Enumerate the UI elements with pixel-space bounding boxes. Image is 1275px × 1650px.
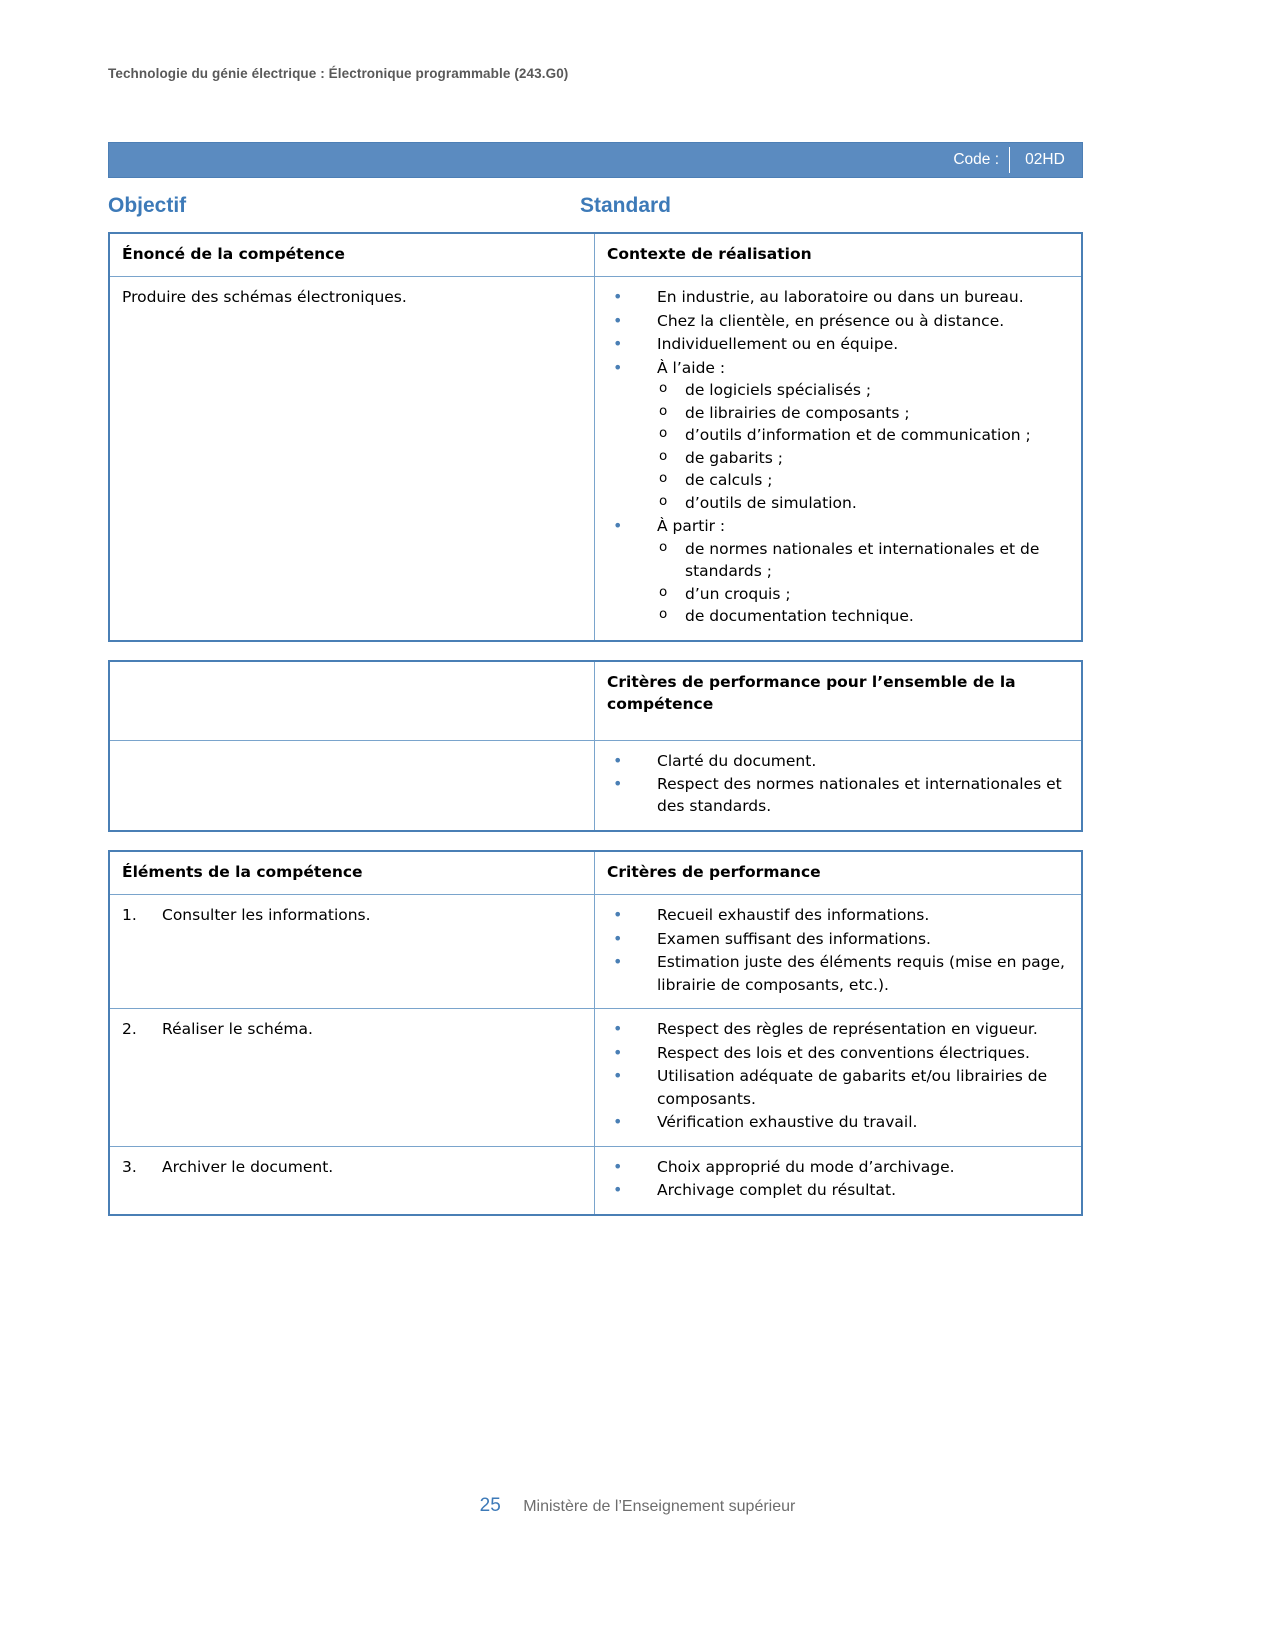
list-item xyxy=(607,1018,1069,1040)
title-objectif: Objectif xyxy=(108,194,187,217)
header-elements: Éléments de la compétence xyxy=(122,862,363,881)
sublist-item-label: de gabarits ; xyxy=(685,448,783,467)
criteria-list xyxy=(607,1156,1069,1202)
element-number: 3. xyxy=(122,1157,137,1176)
cell-header-contexte xyxy=(595,233,1083,277)
element-label: Réaliser le schéma. xyxy=(162,1020,313,1039)
element-number: 1. xyxy=(122,906,137,925)
sublist-item-label: de documentation technique. xyxy=(685,607,914,626)
table-row xyxy=(109,895,1082,1009)
header-criteres: Critères de performance xyxy=(607,862,821,881)
list-item xyxy=(607,515,1069,627)
header-contexte: Contexte de réalisation xyxy=(607,245,812,263)
footer-text: Ministère de l’Enseignement supérieur xyxy=(523,1498,796,1515)
footer-inner xyxy=(480,1495,796,1517)
sublist-item xyxy=(657,469,1069,491)
list-item-label: Respect des lois et des conventions électriques. xyxy=(657,1043,1030,1062)
sublist-item-label: d’un croquis ; xyxy=(685,584,791,603)
list-item-label: Chez la clientèle, en présence ou à distance. xyxy=(657,311,1005,330)
list-item-label: Estimation juste des éléments requis (mise en page, librairie de composants, etc.). xyxy=(657,953,1065,994)
document-footer xyxy=(0,1495,1275,1517)
code-bar xyxy=(108,142,1083,178)
sublist-item-label: de librairies de composants ; xyxy=(685,403,910,422)
code-value: 02HD xyxy=(1025,151,1065,168)
global-criteria-list xyxy=(607,750,1069,818)
table-elements-criteria xyxy=(108,850,1083,1216)
table-competence-context xyxy=(108,232,1083,642)
list-item xyxy=(607,357,1069,514)
cell-criteria-2 xyxy=(595,1009,1083,1146)
criteria-list xyxy=(607,1018,1069,1133)
list-item-label: Examen suffisant des informations. xyxy=(657,929,931,948)
cell-criteres-ensemble xyxy=(595,740,1083,831)
sublist-item xyxy=(657,402,1069,424)
list-item-label: Clarté du document. xyxy=(657,751,817,770)
element-row xyxy=(122,1156,582,1178)
sublist-item-label: d’outils d’information et de communication ; xyxy=(685,426,1031,445)
list-item-label: Respect des règles de représentation en vigueur. xyxy=(657,1020,1038,1039)
header-criteres-ensemble: Critères de performance pour l’ensemble de la compétence xyxy=(607,672,1016,713)
list-item xyxy=(607,750,1069,772)
list-item xyxy=(607,1111,1069,1133)
sublist-item xyxy=(657,538,1069,583)
list-item xyxy=(607,333,1069,355)
list-item xyxy=(607,928,1069,950)
sublist-item xyxy=(657,605,1069,627)
sublist-item-label: de calculs ; xyxy=(685,471,773,490)
list-item-label: Utilisation adéquate de gabarits et/ou librairies de composants. xyxy=(657,1067,1048,1108)
competence-text: Produire des schémas électroniques. xyxy=(122,288,407,307)
cell-competence xyxy=(109,277,595,641)
list-item-label: Vérification exhaustive du travail. xyxy=(657,1113,918,1132)
sublist-item-label: de logiciels spécialisés ; xyxy=(685,381,872,400)
code-label: Code : xyxy=(953,151,999,168)
list-item-label: Choix approprié du mode d’archivage. xyxy=(657,1157,955,1176)
cell-empty xyxy=(109,740,595,831)
sublist-item xyxy=(657,424,1069,446)
list-item xyxy=(607,1179,1069,1201)
element-row xyxy=(122,1018,582,1040)
cell-element-2 xyxy=(109,1009,595,1146)
cell-element-3 xyxy=(109,1146,595,1214)
sublist-item xyxy=(657,492,1069,514)
element-label: Consulter les informations. xyxy=(162,906,371,925)
element-label: Archiver le document. xyxy=(162,1157,334,1176)
title-standard: Standard xyxy=(580,194,672,217)
table-row xyxy=(109,233,1082,277)
table-row xyxy=(109,851,1082,895)
section-titles xyxy=(108,194,1083,218)
list-item-label: À partir : xyxy=(657,517,726,536)
list-item-label: Respect des normes nationales et internationales et des standards. xyxy=(657,774,1062,816)
list-item xyxy=(607,904,1069,926)
sublist-item xyxy=(657,379,1069,401)
context-list xyxy=(607,286,1069,627)
list-item xyxy=(607,773,1069,818)
document-header: Technologie du génie électrique : Électronique programmable (243.G0) xyxy=(108,66,569,81)
sublist-item xyxy=(657,447,1069,469)
list-item xyxy=(607,951,1069,996)
header-enonce: Énoncé de la compétence xyxy=(122,245,345,263)
table-row xyxy=(109,661,1082,741)
element-number: 2. xyxy=(122,1020,137,1039)
list-item xyxy=(607,286,1069,308)
cell-header-enonce xyxy=(109,233,595,277)
sublist-item xyxy=(657,583,1069,605)
list-item xyxy=(607,310,1069,332)
cell-contexte xyxy=(595,277,1083,641)
cell-criteria-3 xyxy=(595,1146,1083,1214)
list-item-label: Archivage complet du résultat. xyxy=(657,1181,896,1200)
list-item-label: Individuellement ou en équipe. xyxy=(657,335,899,354)
list-item-label: En industrie, au laboratoire ou dans un bureau. xyxy=(657,288,1024,307)
list-item xyxy=(607,1042,1069,1064)
cell-header-elements xyxy=(109,851,595,895)
table-global-criteria xyxy=(108,660,1083,832)
element-row xyxy=(122,904,582,926)
cell-header-criteres-ensemble xyxy=(595,661,1083,741)
table-row xyxy=(109,277,1082,641)
list-item-label: À l’aide : xyxy=(657,358,726,377)
document-body xyxy=(108,142,1083,1234)
sublist xyxy=(657,379,1069,514)
table-row xyxy=(109,1146,1082,1214)
table-row xyxy=(109,1009,1082,1146)
list-item-label: Recueil exhaustif des informations. xyxy=(657,906,930,925)
cell-header-criteres xyxy=(595,851,1083,895)
list-item xyxy=(607,1156,1069,1178)
sublist xyxy=(657,538,1069,628)
cell-element-1 xyxy=(109,895,595,1009)
cell-empty xyxy=(109,661,595,741)
list-item xyxy=(607,1065,1069,1110)
sublist-item-label: d’outils de simulation. xyxy=(685,493,857,512)
criteria-list xyxy=(607,904,1069,996)
page-number: 25 xyxy=(479,1495,501,1516)
cell-criteria-1 xyxy=(595,895,1083,1009)
table-row xyxy=(109,740,1082,831)
sublist-item-label: de normes nationales et internationales et de standards ; xyxy=(685,539,1040,581)
